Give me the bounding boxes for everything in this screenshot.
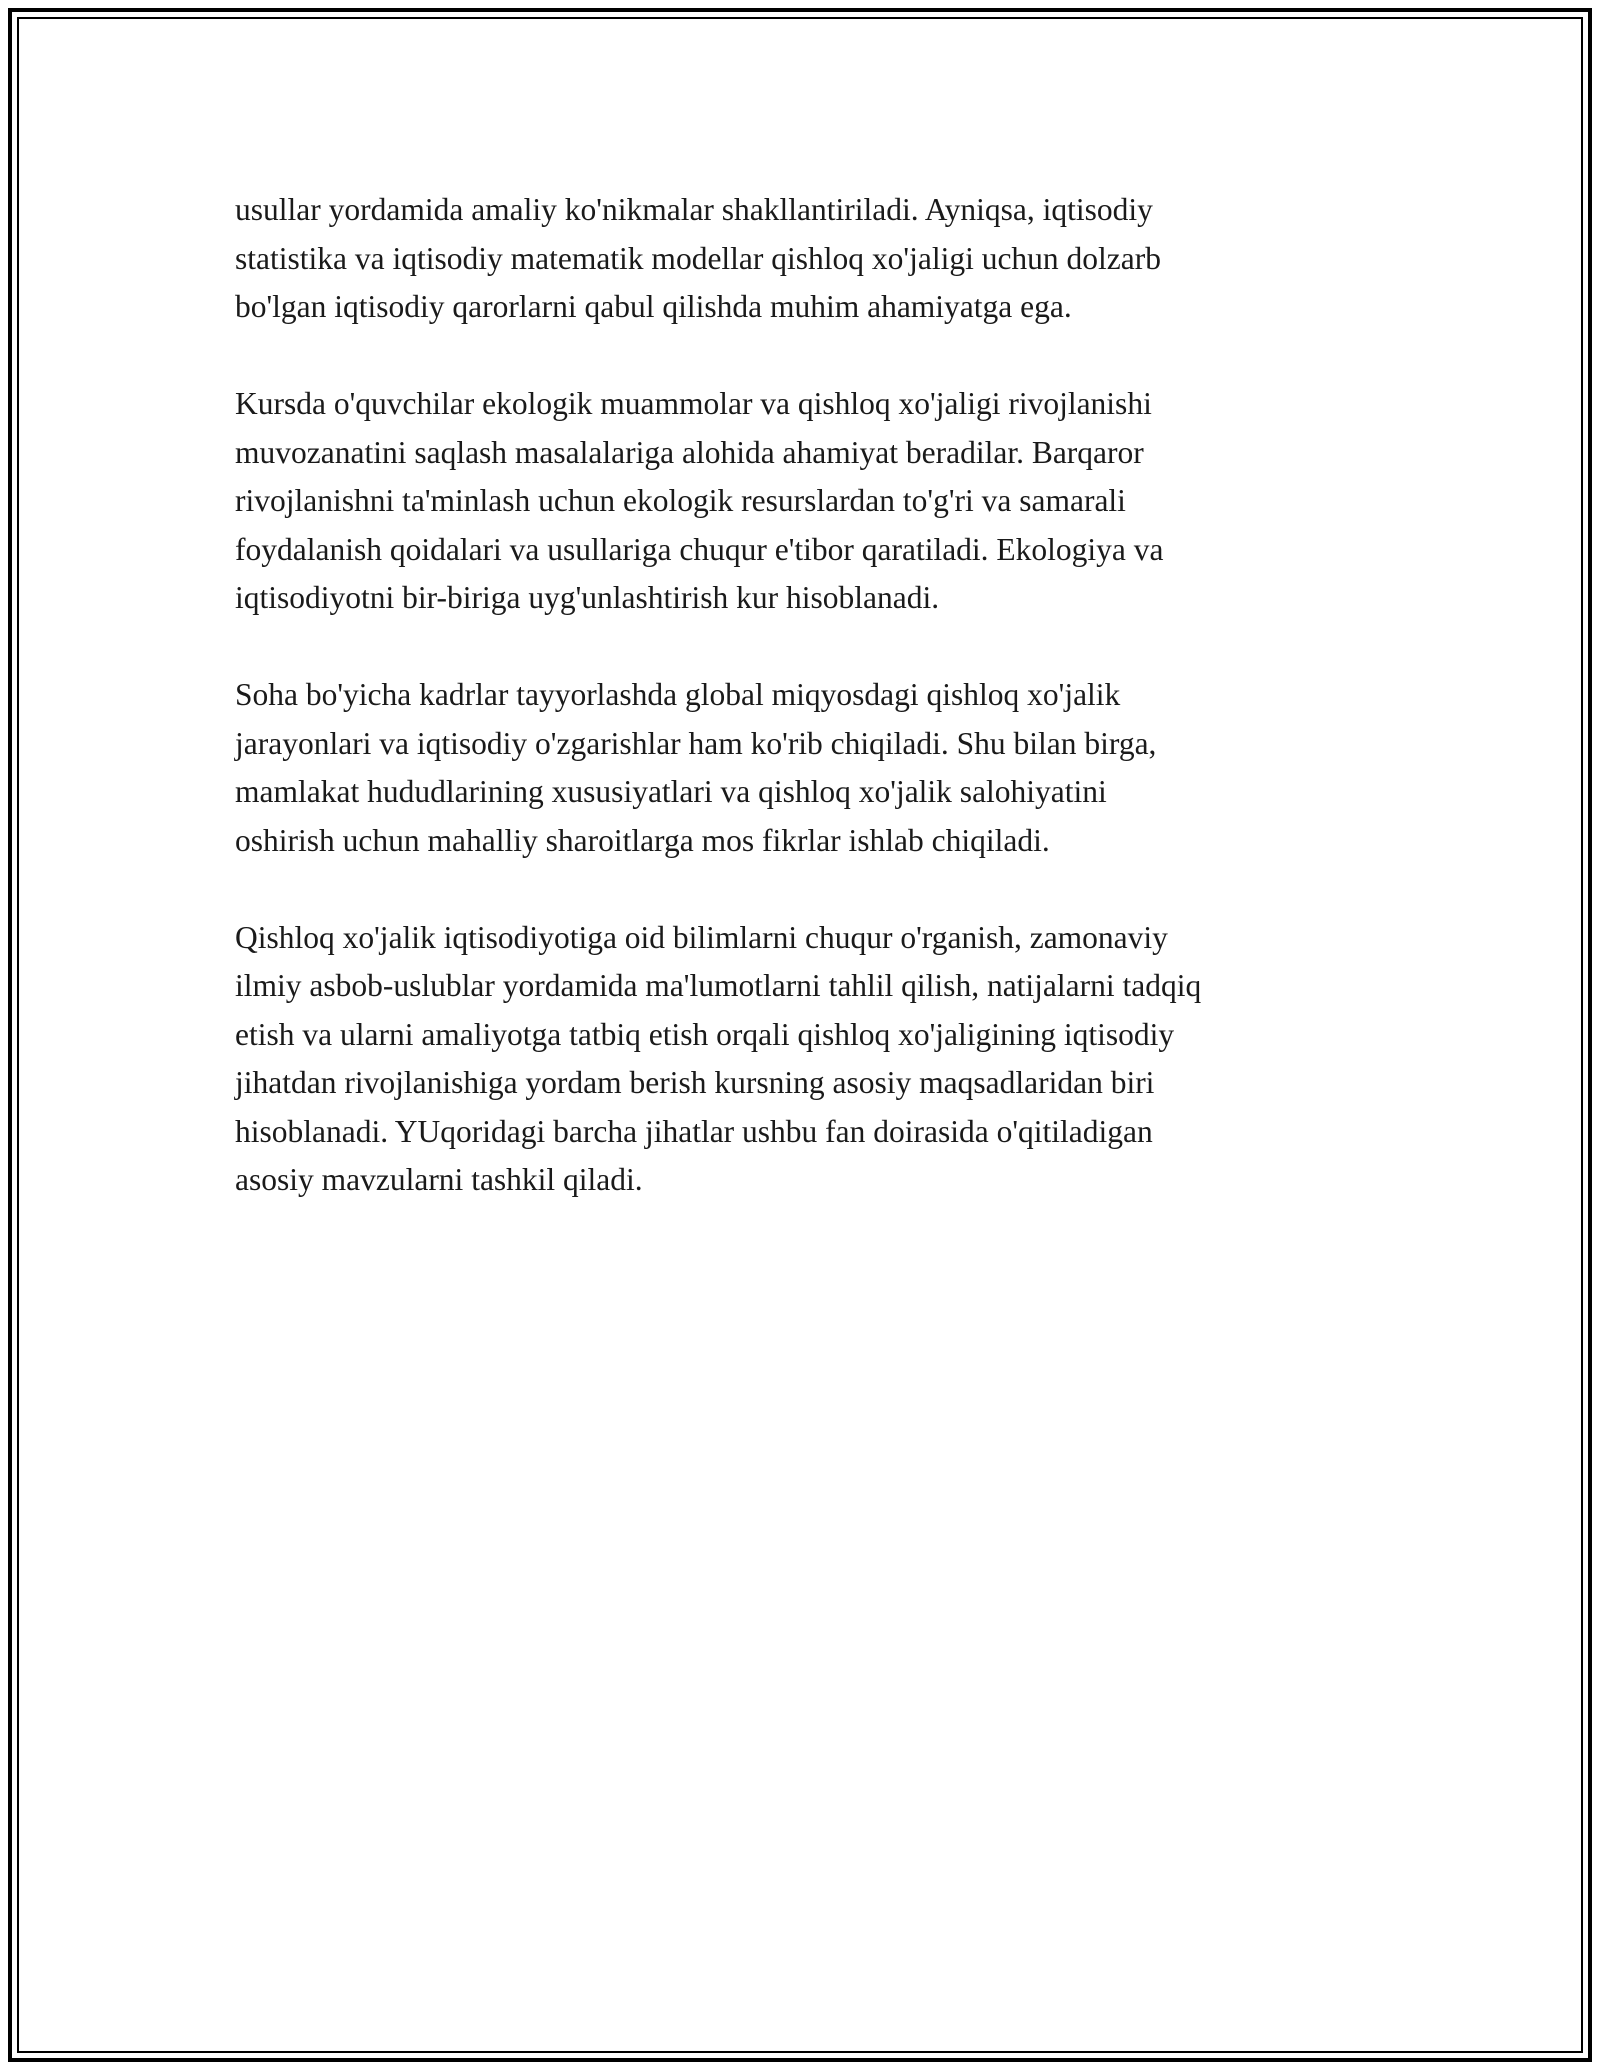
- document-body: [235, 186, 1365, 1253]
- paragraph: usullar yordamida amaliy ko'nikmalar shakllantiriladi. Ayniqsa, iqtisodiy statistika va iqtisodiy matematik modellar qishloq xo'jaligi uchun dolzarb bo'lgan iqtisodiy qarorlarni qabul qilishda muhim ahamiyatga ega.: [235, 192, 1162, 324]
- paragraph: Soha bo'yicha kadrlar tayyorlashda global miqyosdagi qishloq xo'jalik jarayonlari va iqtisodiy o'zgarishlar ham ko'rib chiqiladi. Shu bilan birga, mamlakat hududlarining xususiyatlari va qishloq xo'jalik salohiyatini oshirish uchun mahalliy sharoitlarga mos fikrlar ishlab chiqiladi.: [235, 677, 1157, 858]
- paragraph: Kursda o'quvchilar ekologik muammolar va qishloq xo'jaligi rivojlanishi muvozanatini saqlash masalalariga alohida ahamiyat beradilar. Barqaror rivojlanishni ta'minlash uchun ekologik resurslardan to'g'ri va samarali foydalanish qoidalari va usullariga chuqur e'tibor qaratiladi. Ekologiya va iqtisodiyotni bir-biriga uyg'unlashtirish kur hisoblanadi.: [235, 386, 1164, 615]
- paragraph: Qishloq xo'jalik iqtisodiyotiga oid bilimlarni chuqur o'rganish, zamonaviy ilmiy asbob-uslublar yordamida ma'lumotlarni tahlil qilish, natijalarni tadqiq etish va ularni amaliyotga tatbiq etish orqali qishloq xo'jaligining iqtisodiy jihatdan rivojlanishiga yordam berish kursning asosiy maqsadlaridan biri hisoblanadi. YUqoridagi barcha jihatlar ushbu fan doirasida o'qitiladigan asosiy mavzularni tashkil qiladi.: [235, 919, 1202, 1197]
